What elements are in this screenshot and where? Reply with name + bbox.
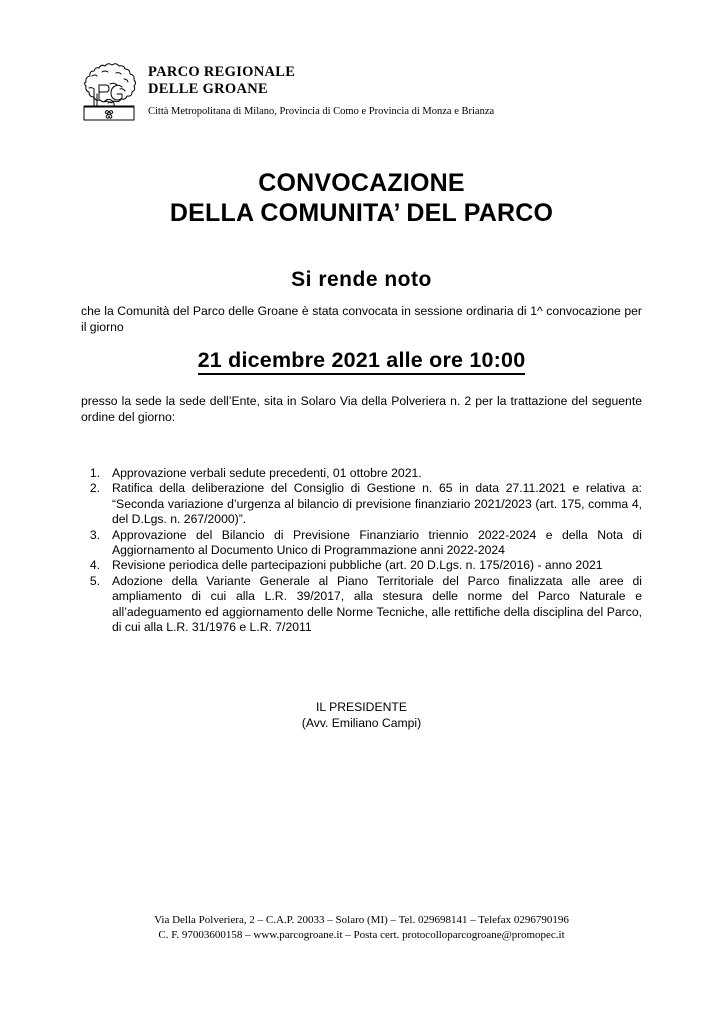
document-title [0,168,723,228]
signature-name: (Avv. Emiliano Campi) [301,716,422,730]
letterhead-text [148,60,494,118]
letterhead [78,60,638,124]
org-name-line2: DELLE GROANE [148,81,269,97]
agenda-item-text: Approvazione verbali sedute precedenti, 01 ottobre 2021. [112,466,422,480]
org-name-line1: PARCO REGIONALE [148,64,296,80]
agenda-item-text: Adozione della Variante Generale al Piano Territoriale del Parco finalizzata alle aree di ampliamento di cui alla L.R. 39/2017, alla stesura delle norme del Parco Naturale e all’adeguamento ed aggiornamento delle Norme Tecniche, alle rettifiche della disciplina del Parco, di cui alla L.R. 31/1976 e L.R. 7/2011 [112,573,642,635]
paragraph-sede: presso la sede la sede dell’Ente, sita in Solaro Via della Polveriera n. 2 per la trattazione del seguente ordine del giorno: [81,394,642,424]
footer-line-contacts: C. F. 97003600158 – www.parcogroane.it – Posta cert. protocolloparcogroane@promopec.it [158,928,565,941]
agenda-item [81,574,642,636]
parco-groane-tree-logo-icon [78,60,140,124]
meeting-date-line [0,348,723,373]
agenda-item-number: 2. [89,481,100,496]
signature-block [0,699,723,731]
agenda-item-number: 4. [89,558,100,573]
agenda-item [81,558,642,573]
agenda-item [81,528,642,559]
agenda-item-text: Revisione periodica delle partecipazioni pubbliche (art. 20 D.Lgs. n. 175/2016) - anno 2021 [112,558,603,573]
agenda-item [81,466,642,481]
notice-heading: Si rende noto [291,268,432,291]
meeting-date-text: 21 dicembre 2021 alle ore 10:00 [198,348,526,375]
agenda-item-number: 3. [89,527,100,542]
org-subtitle: Città Metropolitana di Milano, Provincia di Como e Provincia di Monza e Brianza [148,106,495,117]
paragraph-convocazione: che la Comunità del Parco delle Groane è stata convocata in sessione ordinaria di 1^ convocazione per il giorno [81,304,642,334]
document-title-line2: DELLA COMUNITA’ DEL PARCO [169,199,554,227]
page-footer [0,913,723,942]
agenda-item-number: 5. [89,573,100,588]
agenda-item-text: Approvazione del Bilancio di Previsione Finanziario triennio 2022-2024 e della Nota di Aggiornamento al Documento Unico di Programmazione anni 2022-2024 [112,527,642,558]
document-title-line1: CONVOCAZIONE [258,169,465,197]
agenda-item-number: 1. [89,466,100,480]
agenda-item-text: Ratifica della deliberazione del Consiglio di Gestione n. 65 in data 27.11.2021 e relativa a: “Seconda variazione d’urgenza al bilancio di previsione finanziario 2021/2023 (art. 175, comma 4, del D.Lgs. n. 267/2000)”. [112,481,642,527]
agenda-list [81,466,642,635]
signature-role: IL PRESIDENTE [316,700,407,714]
footer-line-address: Via Della Polveriera, 2 – C.A.P. 20033 – Solaro (MI) – Tel. 029698141 – Telefax 0296790196 [154,914,569,926]
agenda-item [81,481,642,527]
